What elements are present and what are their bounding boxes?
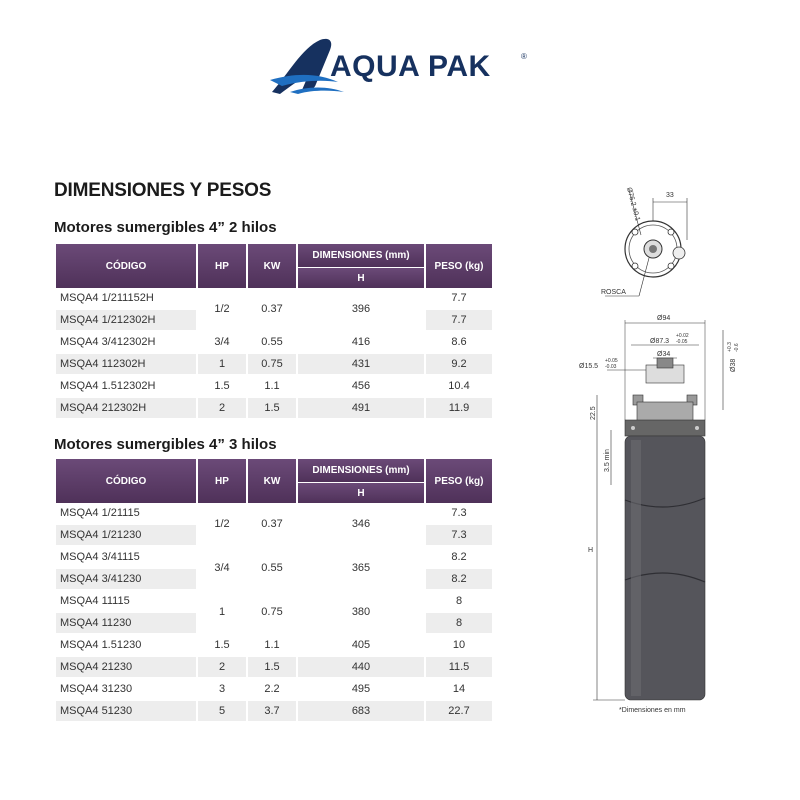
cell-kw: 0.37 bbox=[248, 288, 296, 332]
label-d155-tol-plus: +0.05 bbox=[605, 358, 618, 364]
cell-weight: 10 bbox=[426, 635, 492, 657]
cell-code: MSQA4 11230 bbox=[56, 613, 196, 635]
cell-weight: 8.6 bbox=[426, 332, 492, 354]
cell-h: 396 bbox=[298, 288, 424, 332]
label-top-angle: Ø76.2 ±0.1 bbox=[625, 186, 641, 222]
table-3-wire-title: Motores sumergibles 4” 3 hilos bbox=[54, 436, 277, 453]
cell-h: 405 bbox=[298, 635, 424, 657]
cell-code: MSQA4 31230 bbox=[56, 679, 196, 701]
cell-kw: 3.7 bbox=[248, 701, 296, 723]
header-h: H bbox=[298, 268, 424, 288]
dimensions-note: *Dimensiones en mm bbox=[619, 707, 686, 714]
label-d34: Ø34 bbox=[657, 351, 671, 358]
header-dimensions: DIMENSIONES (mm) bbox=[298, 459, 424, 483]
cell-code: MSQA4 112302H bbox=[56, 354, 196, 376]
table-row bbox=[56, 376, 492, 398]
table-row bbox=[56, 591, 492, 613]
cell-weight: 11.5 bbox=[426, 657, 492, 679]
cell-weight: 8 bbox=[426, 591, 492, 613]
cell-code: MSQA4 11115 bbox=[56, 591, 196, 613]
cell-h: 495 bbox=[298, 679, 424, 701]
cell-kw: 0.37 bbox=[248, 503, 296, 547]
cell-code: MSQA4 3/41115 bbox=[56, 547, 196, 569]
cell-hp: 3 bbox=[198, 679, 246, 701]
cell-h: 456 bbox=[298, 376, 424, 398]
cell-kw: 0.55 bbox=[248, 332, 296, 354]
table-2-wire bbox=[54, 244, 494, 420]
label-h: H bbox=[588, 547, 594, 554]
table-row bbox=[56, 635, 492, 657]
logo-wave bbox=[270, 75, 338, 86]
cell-h: 365 bbox=[298, 547, 424, 591]
cell-h: 380 bbox=[298, 591, 424, 635]
cell-kw: 2.2 bbox=[248, 679, 296, 701]
header-code: CÓDIGO bbox=[56, 459, 196, 503]
cell-h: 440 bbox=[298, 657, 424, 679]
label-d155: Ø15.5 bbox=[579, 363, 599, 370]
page-title: DIMENSIONES Y PESOS bbox=[54, 180, 272, 201]
label-rosca: ROSCA bbox=[601, 289, 626, 296]
cell-weight: 7.7 bbox=[426, 310, 492, 332]
logo-a-mark bbox=[272, 39, 331, 94]
motor-body bbox=[625, 358, 705, 700]
table-row bbox=[56, 288, 492, 310]
logo-registered-mark: ® bbox=[521, 52, 527, 61]
cell-h: 416 bbox=[298, 332, 424, 354]
cell-kw: 1.1 bbox=[248, 376, 296, 398]
cell-hp: 5 bbox=[198, 701, 246, 723]
cell-weight: 7.7 bbox=[426, 288, 492, 310]
cell-code: MSQA4 1/212302H bbox=[56, 310, 196, 332]
cell-hp: 3/4 bbox=[198, 332, 246, 354]
cell-code: MSQA4 3/412302H bbox=[56, 332, 196, 354]
cell-code: MSQA4 212302H bbox=[56, 398, 196, 420]
cell-code: MSQA4 1/21230 bbox=[56, 525, 196, 547]
cell-weight: 11.9 bbox=[426, 398, 492, 420]
table-row bbox=[56, 701, 492, 723]
cell-h: 346 bbox=[298, 503, 424, 547]
cell-kw: 0.55 bbox=[248, 547, 296, 591]
cell-weight: 8 bbox=[426, 613, 492, 635]
cell-hp: 1/2 bbox=[198, 288, 246, 332]
header-weight: PESO (kg) bbox=[426, 244, 492, 288]
table-2-wire-title: Motores sumergibles 4” 2 hilos bbox=[54, 219, 277, 236]
cell-code: MSQA4 51230 bbox=[56, 701, 196, 723]
cell-code: MSQA4 1.51230 bbox=[56, 635, 196, 657]
table-row bbox=[56, 657, 492, 679]
cell-kw: 1.1 bbox=[248, 635, 296, 657]
label-d87: Ø87.3 bbox=[650, 338, 670, 345]
cell-h: 431 bbox=[298, 354, 424, 376]
cell-hp: 1 bbox=[198, 354, 246, 376]
header-code: CÓDIGO bbox=[56, 244, 196, 288]
cell-hp: 2 bbox=[198, 398, 246, 420]
cell-h: 683 bbox=[298, 701, 424, 723]
table-row bbox=[56, 547, 492, 569]
label-d155-tol-minus: -0.03 bbox=[605, 364, 617, 370]
cell-hp: 1.5 bbox=[198, 376, 246, 398]
label-d94: Ø94 bbox=[657, 315, 671, 322]
motor-top-view bbox=[605, 190, 687, 296]
cell-weight: 7.3 bbox=[426, 503, 492, 525]
table-row bbox=[56, 398, 492, 420]
cell-kw: 0.75 bbox=[248, 591, 296, 635]
cell-hp: 1.5 bbox=[198, 635, 246, 657]
cell-hp: 3/4 bbox=[198, 547, 246, 591]
header-h: H bbox=[298, 483, 424, 503]
cell-hp: 2 bbox=[198, 657, 246, 679]
cell-kw: 1.5 bbox=[248, 398, 296, 420]
table-row bbox=[56, 332, 492, 354]
label-d38-tol-plus: +0.3 bbox=[727, 342, 733, 352]
cell-weight: 7.3 bbox=[426, 525, 492, 547]
label-35min: 3.5 min bbox=[604, 449, 611, 472]
cell-weight: 14 bbox=[426, 679, 492, 701]
cell-hp: 1 bbox=[198, 591, 246, 635]
logo-text: AQUA PAK bbox=[330, 50, 491, 83]
table-row bbox=[56, 354, 492, 376]
header-dimensions: DIMENSIONES (mm) bbox=[298, 244, 424, 268]
cell-weight: 9.2 bbox=[426, 354, 492, 376]
cell-h: 491 bbox=[298, 398, 424, 420]
header-hp: HP bbox=[198, 244, 246, 288]
table-row bbox=[56, 679, 492, 701]
label-d87-tol-minus: -0.05 bbox=[676, 339, 688, 345]
cell-code: MSQA4 21230 bbox=[56, 657, 196, 679]
label-d87-tol-plus: +0.02 bbox=[676, 333, 689, 339]
header-hp: HP bbox=[198, 459, 246, 503]
label-d38-tol-minus: -0.6 bbox=[734, 343, 740, 352]
cell-code: MSQA4 1/211152H bbox=[56, 288, 196, 310]
header-weight: PESO (kg) bbox=[426, 459, 492, 503]
label-d38: Ø38 bbox=[730, 358, 737, 372]
cell-weight: 22.7 bbox=[426, 701, 492, 723]
cell-weight: 8.2 bbox=[426, 569, 492, 591]
header-kw: KW bbox=[248, 459, 296, 503]
label-33: 33 bbox=[666, 192, 674, 199]
table-3-wire bbox=[54, 459, 494, 723]
cell-kw: 1.5 bbox=[248, 657, 296, 679]
cell-weight: 10.4 bbox=[426, 376, 492, 398]
header-kw: KW bbox=[248, 244, 296, 288]
cell-code: MSQA4 3/41230 bbox=[56, 569, 196, 591]
motor-diagram bbox=[575, 180, 745, 720]
cell-hp: 1/2 bbox=[198, 503, 246, 547]
logo-wave-lower bbox=[290, 88, 344, 95]
cell-code: MSQA4 1/21115 bbox=[56, 503, 196, 525]
cell-weight: 8.2 bbox=[426, 547, 492, 569]
label-225: 22.5 bbox=[590, 406, 597, 420]
table-row bbox=[56, 503, 492, 525]
cell-code: MSQA4 1.512302H bbox=[56, 376, 196, 398]
cell-kw: 0.75 bbox=[248, 354, 296, 376]
